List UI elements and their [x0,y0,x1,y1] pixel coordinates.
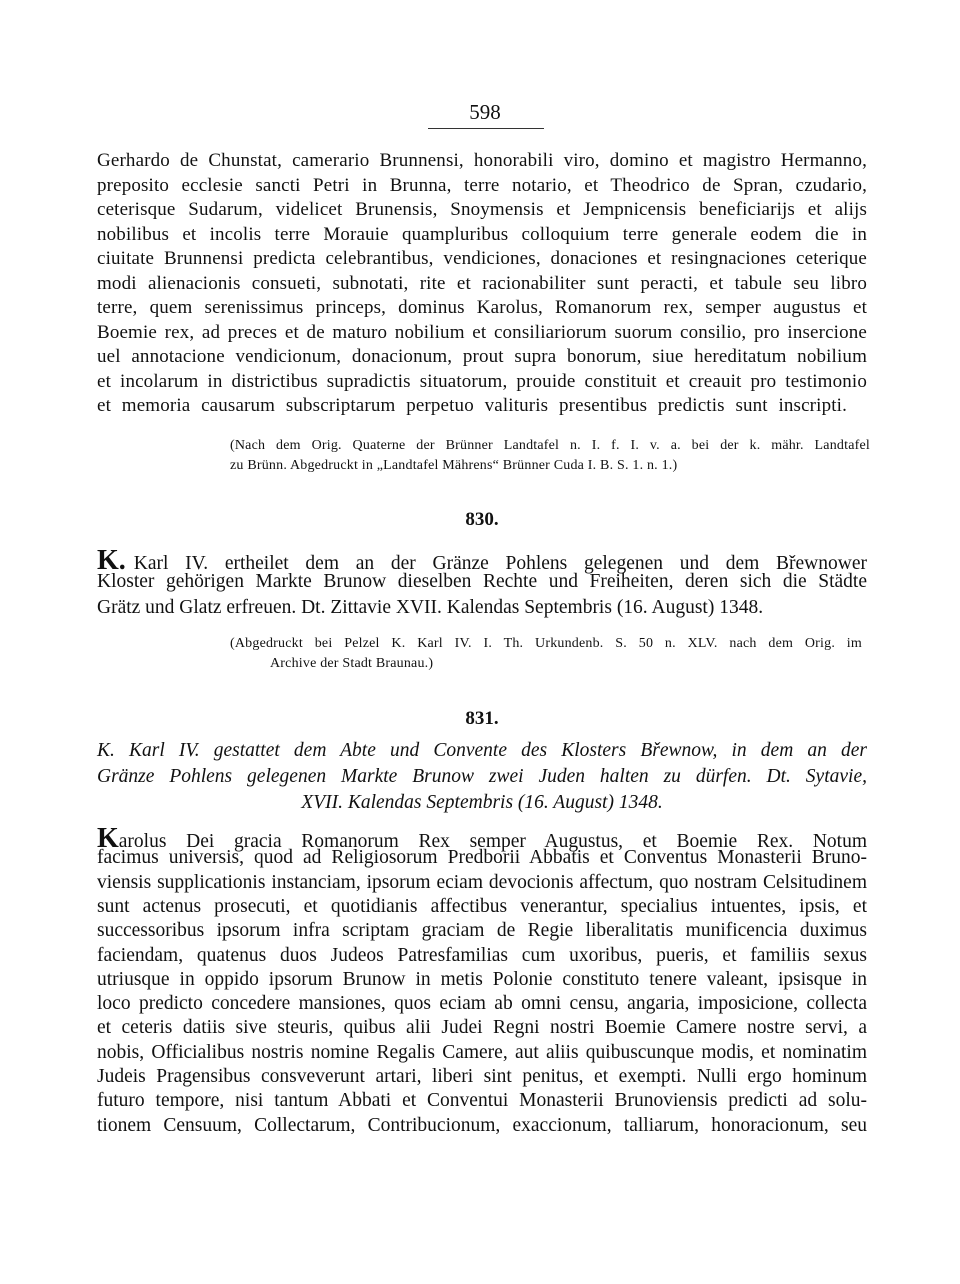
page-number: 598 [469,100,501,124]
text-line: Gränze Pohlens gelegenen Markte Brunow zwei Juden halten zu dürfen. Dt. Sytavie, [97,766,867,787]
text-line: arolus Dei gracia Romanorum Rex semper Augustus, et Boemie Rex. Notum [118,831,867,852]
text-line: faciendam, quatenus duos Judeos Patresfamilias cum uxoribus, pueris, et familiis sexus [97,944,867,966]
text-line: et ceteris datiis sive steuris, quibus alii Judei Regni nostri Boemie Camere nostre servi, a [97,1017,867,1039]
note-line: Archive der Stadt Braunau.) [270,656,434,671]
text-line: et memoria causarum subscriptarum perpetuo valituris presentibus predictis sunt inscripti. [97,395,847,416]
text-line: ciuitate Brunnensi predicta celebrantibus, vendiciones, donaciones et resingnaciones ceterique [97,248,867,269]
note-line: (Nach dem Orig. Quaterne der Brünner Landtafel n. I. f. I. v. a. bei der k. mähr. Landtafel [230,438,870,453]
text-line: successoribus ipsorum infra scriptam graciam de Regie liberalitatis munificencia duximus [97,920,867,942]
text-line: ceterisque Sudarum, videlicet Brunensis, Snoymensis et Jempnicensis beneficiarijs et alijs [97,199,867,220]
text-line: viensis supplicationis instanciam, ipsorum eciam devocionis affectum, quo nostram Celsitudinem [97,871,867,893]
page-number-rule [428,128,544,129]
text-line: modi alienacionis consueti, subnotati, rite et racionabiliter sunt peracti, et tabule seu libro [97,272,867,294]
initial-letter: K. [97,545,126,576]
text-line: nobilibus et incolis terre Morauie quampluribus colloquium terre generale eodem die in [97,223,867,245]
text-line: sunt actenus prosecuti, et quotidianis affectibus venerantur, specialius intuentes, ipsis, et [97,895,867,917]
note-line: (Abgedruckt bei Pelzel K. Karl IV. I. Th. Urkundenb. S. 50 n. XLV. nach dem Orig. im [230,636,862,651]
text-line: Boemie rex, ad preces et de maturo nobilium et consiliariorum suorum consilio, pro insercione [97,321,867,343]
initial-letter: K [97,823,119,854]
text-line: Grätz und Glatz erfreuen. Dt. Zittavie XVII. Kalendas Septembris (16. August) 1348. [97,597,764,618]
text-line: uel annotacione vendicionum, donacionum, prout supra bonorum, siue hereditatum nobilium [97,346,867,367]
text-line: Karl IV. ertheilet dem an der Gränze Pohlens gelegenen und dem Břewnower [133,553,867,574]
text-line: K. Karl IV. gestattet dem Abte und Convente des Klosters Břewnow, in dem an der [97,740,867,761]
text-line: Judeis Pragensibus consveverunt artari, liberi sint penitus, et exempti. Nulli ergo hominum [97,1066,867,1087]
note-line: zu Brünn. Abgedruckt in „Landtafel Mährens“ Brünner Cuda I. B. S. 1. n. 1.) [230,458,678,473]
text-line: utriusque in oppido ipsorum Brunow in metis Polonie constituto tenere valeant, ipsisque in [97,968,867,990]
text-line: XVII. Kalendas Septembris (16. August) 1348. [301,792,663,813]
document-number-heading: 831. [465,708,499,729]
text-line: terre, quem serenissimus princeps, dominus Karolus, Romanorum rex, semper augustus et [97,297,867,318]
text-line: nobis, Officialibus nostris nomine Regalis Camere, aut aliis quibuscunque modis, et nominatim [97,1041,867,1063]
document-number-heading: 830. [465,509,499,530]
text-line: futuro tempore, nisi tantum Abbati et Conventui Monasterii Brunoviensis predicti ad solu- [97,1090,867,1112]
text-line: preposito ecclesie sancti Petri in Brunna, terre notario, et Theodrico de Spran, czudario, [97,174,867,196]
text-line: Kloster gehörigen Markte Brunow dieselben Rechte und Freiheiten, deren sich die Städte [97,571,867,592]
text-line: facimus universis, quod ad Religiosorum Predborii Abbatis et Conventus Monasterii Bruno- [97,847,867,869]
text-line: loco predicto concedere mansiones, quos eciam ab omni censu, angaria, imposicione, collecta [97,993,867,1015]
text-line: Gerhardo de Chunstat, camerario Brunnensi, honorabili viro, domino et magistro Hermanno, [97,150,867,171]
text-line: tionem Censuum, Collectarum, Contribucionum, exaccionum, talliarum, honoracionum, seu [97,1114,867,1136]
text-line: et incolarum in districtibus supradictis situatorum, prouide constituit et creauit pro testimonio [97,370,867,392]
